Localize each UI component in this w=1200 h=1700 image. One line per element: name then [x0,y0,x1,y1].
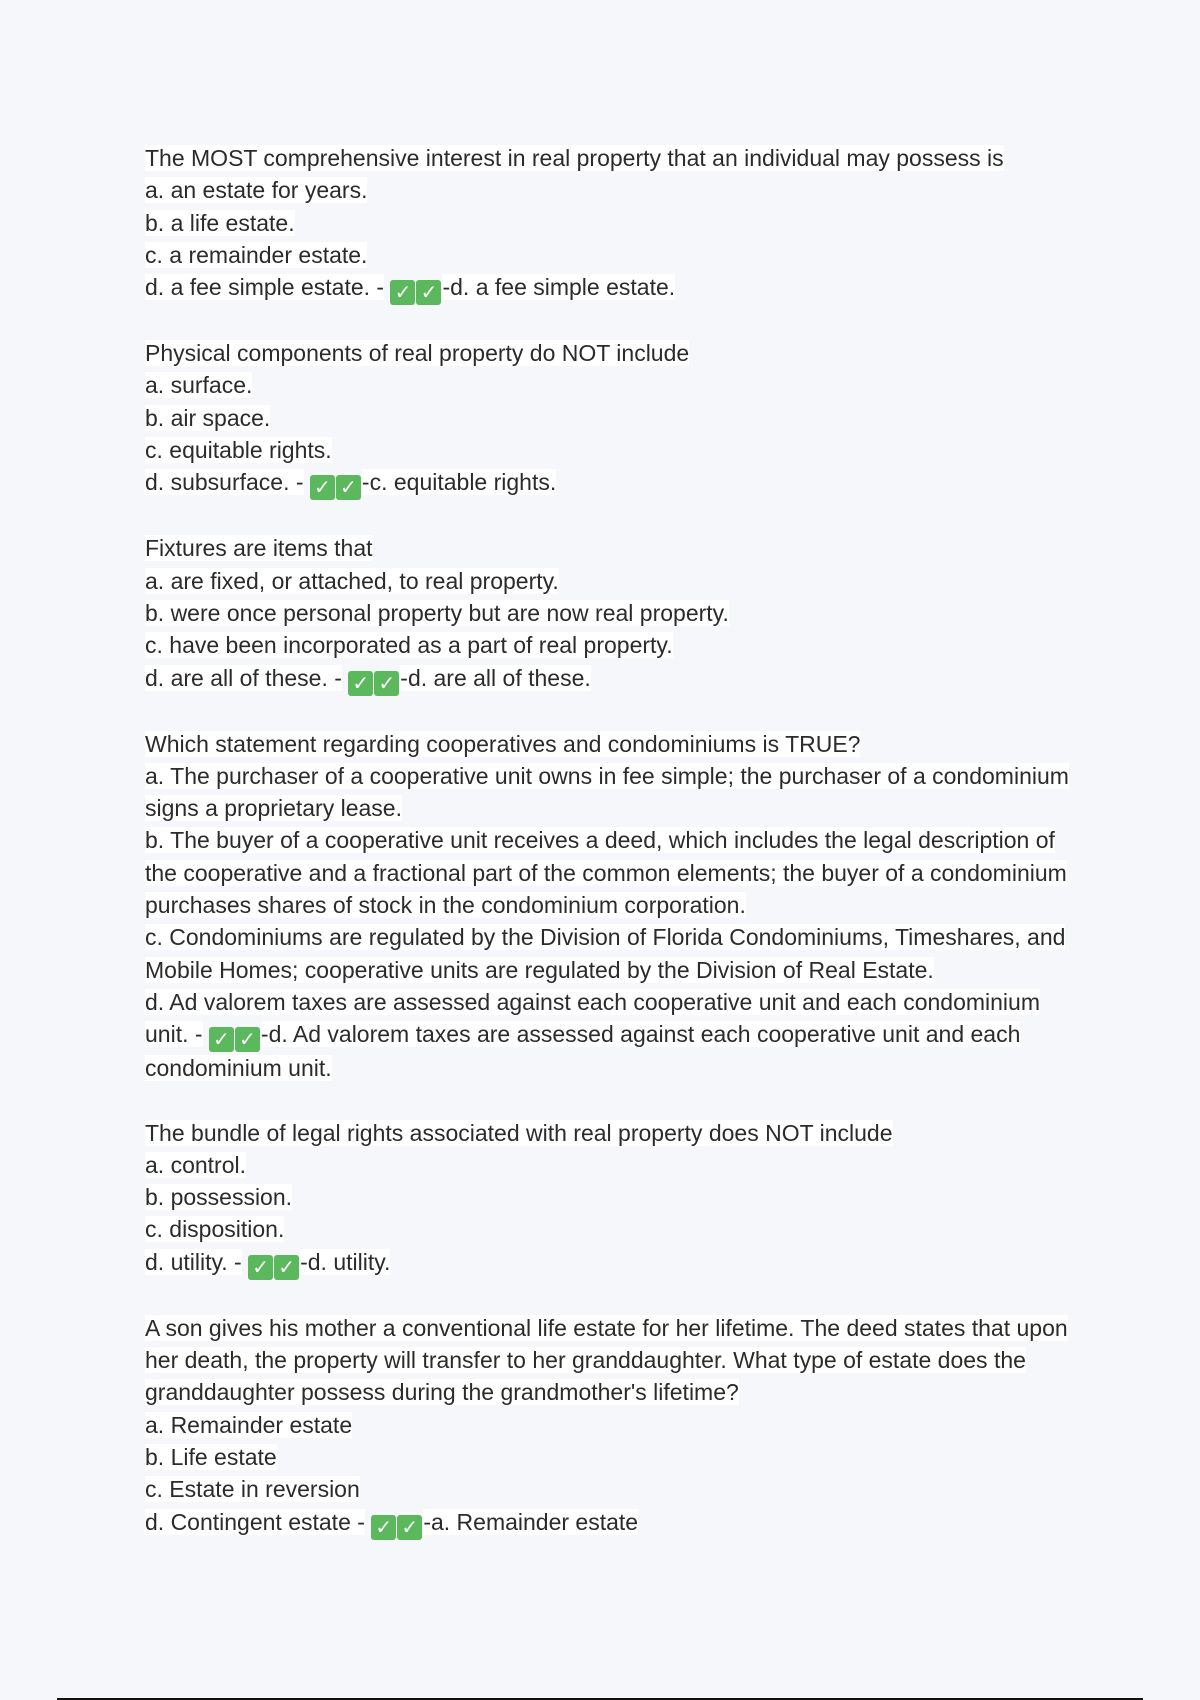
question-5 [145,1117,1075,1280]
question-stem: The MOST comprehensive interest in real property that an individual may possess is [145,145,1004,171]
option-c: c. a remainder estate. [145,241,368,268]
option-c: c. Estate in reversion [145,1476,360,1503]
option-d: d. Ad valorem taxes are assessed against each cooperative unit and each condominium unit. - [145,988,1040,1048]
checkmark-icon: ✓ [348,671,373,696]
answer-text: -d. are all of these. [400,664,591,691]
checkmark-icon: ✓ [416,280,441,305]
option-b: b. a life estate. [145,209,295,236]
document-page [145,142,1075,1572]
answer-text: -c. equitable rights. [361,469,557,496]
option-d: d. are all of these. - [145,664,342,691]
question-6 [145,1312,1075,1540]
option-c: c. disposition. [145,1216,285,1243]
option-d: d. subsurface. - [145,469,304,496]
answer-text: -d. utility. [300,1248,391,1275]
checkmark-icon: ✓ [371,1515,396,1540]
option-b: b. air space. [145,404,271,431]
option-a: a. Remainder estate [145,1411,353,1438]
question-stem: A son gives his mother a conventional life estate for her lifetime. The deed states that upon her death, the property will transfer to her granddaughter. What type of estate does the granddaughter possess during the grandmother's lifetime? [145,1314,1068,1406]
question-4 [145,728,1075,1085]
option-c: c. Condominiums are regulated by the Division of Florida Condominiums, Timeshares, and Mobile Homes; cooperative units are regulated by the Division of Real Estate. [145,924,1066,983]
option-a: a. an estate for years. [145,177,368,204]
answer-text: -d. Ad valorem taxes are assessed against each cooperative unit and each condominium unit. [145,1021,1021,1082]
option-a: a. surface. [145,372,253,399]
checkmark-icon: ✓ [235,1027,260,1052]
option-d: d. utility. - [145,1248,242,1275]
option-b: b. The buyer of a cooperative unit receives a deed, which includes the legal description of the cooperative and a fractional part of the common elements; the buyer of a condominium purchases shares of stock in the condominium corporation. [145,827,1067,919]
question-1 [145,142,1075,305]
checkmark-icon: ✓ [274,1255,299,1280]
option-b: b. were once personal property but are now real property. [145,599,729,626]
option-b: b. Life estate [145,1443,277,1470]
checkmark-icon: ✓ [248,1255,273,1280]
checkmark-icon: ✓ [336,475,361,500]
option-d: d. Contingent estate - [145,1508,365,1535]
question-stem: Physical components of real property do NOT include [145,340,690,367]
checkmark-icon: ✓ [209,1027,234,1052]
option-d: d. a fee simple estate. - [145,274,385,301]
option-a: a. The purchaser of a cooperative unit owns in fee simple; the purchaser of a condominium signs a proprietary lease. [145,762,1069,822]
answer-text: -d. a fee simple estate. [442,274,676,301]
option-c: c. have been incorporated as a part of real property. [145,632,673,659]
checkmark-icon: ✓ [310,475,335,500]
answer-text: -a. Remainder estate [423,1508,639,1535]
checkmark-icon: ✓ [397,1515,422,1540]
question-stem: The bundle of legal rights associated with real property does NOT include [145,1119,893,1146]
question-stem: Fixtures are items that [145,535,373,562]
question-2 [145,337,1075,500]
question-stem: Which statement regarding cooperatives and condominiums is TRUE? [145,730,861,757]
option-c: c. equitable rights. [145,437,332,464]
checkmark-icon: ✓ [390,280,415,305]
option-a: a. are fixed, or attached, to real property. [145,567,559,594]
option-b: b. possession. [145,1184,293,1211]
option-a: a. control. [145,1151,246,1178]
checkmark-icon: ✓ [374,671,399,696]
question-3 [145,532,1075,695]
